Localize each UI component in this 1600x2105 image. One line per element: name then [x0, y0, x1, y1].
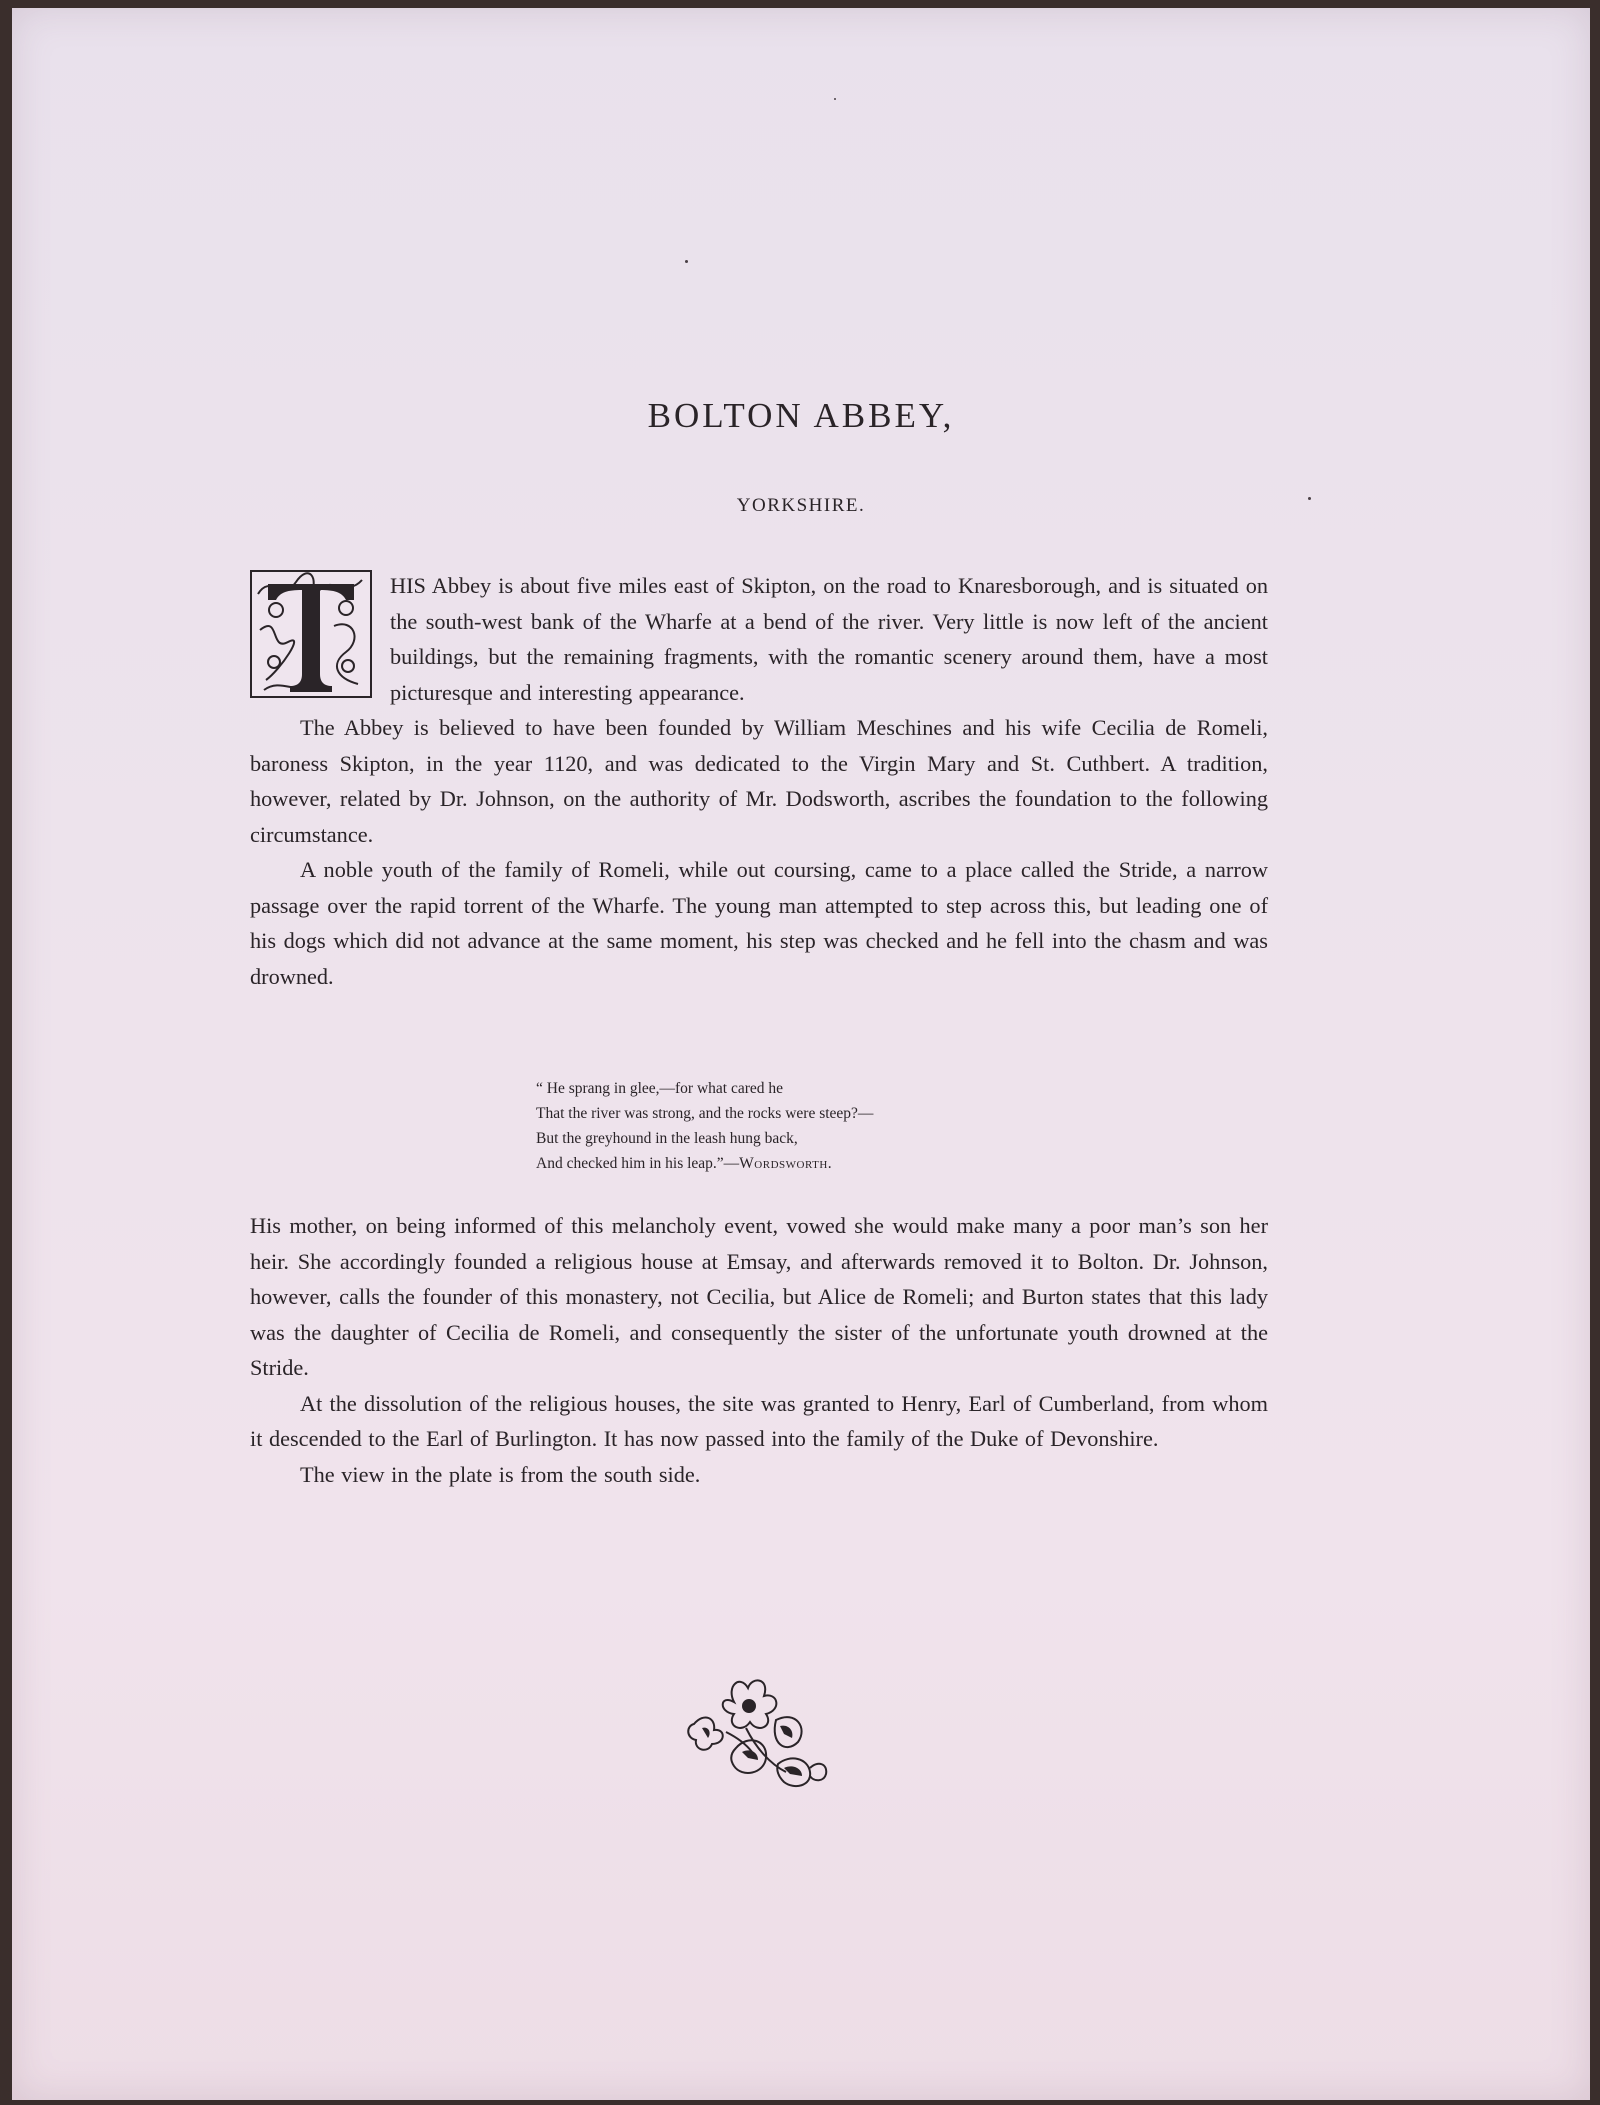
paragraph: His mother, on being informed of this melancholy event, vowed she would make many a poor man’s son her heir. She accordingly founded a religious house at Emsay, and afterwards removed it to Bolton. Dr. Johnson, however, calls the founder of this monastery, not Cecilia, but Alice de Romeli; and Burton states that this lady was the daughter of Cecilia de Romeli, and consequently the sister of the unfortunate youth drowned at the Stride.: [250, 1213, 1268, 1380]
paper-speck: [685, 260, 688, 263]
verse-quote: [536, 1076, 873, 1176]
body-text: [250, 568, 1268, 994]
verse-line: [536, 1151, 873, 1176]
paper-speck: [834, 98, 836, 100]
verse-last-line: And checked him in his leap.”—: [536, 1155, 740, 1172]
body-text-continued: [250, 1208, 1268, 1492]
paragraph: The Abbey is believed to have been founded by William Meschines and his wife Cecilia de Romeli, baroness Skipton, in the year 1120, and was dedicated to the Virgin Mary and St. Cuthbert. A tradition, however, related by Dr. Johnson, on the authority of Mr. Dodsworth, ascribes the foundation to the following circumstance.: [250, 715, 1268, 847]
page-subtitle: YORKSHIRE.: [736, 495, 866, 516]
verse-line: But the greyhound in the leash hung back,: [536, 1130, 798, 1147]
verse-line: That the river was strong, and the rocks were steep?—: [536, 1105, 874, 1122]
floral-tailpiece-icon: [686, 1668, 832, 1792]
paragraph: At the dissolution of the religious houses, the site was granted to Henry, Earl of Cumberland, from whom it descended to the Earl of Burlington. It has now passed into the family of the Duke of Devonshire.: [250, 1390, 1268, 1451]
ornamental-initial-T-icon: [250, 570, 372, 698]
paragraph: A noble youth of the family of Romeli, while out coursing, came to a place called the Stride, a narrow passage over the rapid torrent of the Wharfe. The young man attempted to step across this, but leading one of his dogs which did not advance at the same moment, his step was checked and he fell into the chasm and was drowned.: [250, 857, 1268, 989]
paragraph: HIS Abbey is about five miles east of Skipton, on the road to Knaresborough, and is situated on the south-west bank of the Wharfe at a bend of the river. Very little is now left of the ancient buildings, but the remaining fragments, with the romantic scenery around them, have a most picturesque and interesting appearance.: [390, 573, 1268, 705]
paragraph: The view in the plate is from the south side.: [300, 1461, 701, 1487]
book-page: [12, 8, 1590, 2100]
verse-author: Wordsworth.: [739, 1155, 833, 1172]
page-title: BOLTON ABBEY,: [647, 396, 955, 435]
verse-line: “ He sprang in glee,—for what cared he: [536, 1080, 784, 1097]
